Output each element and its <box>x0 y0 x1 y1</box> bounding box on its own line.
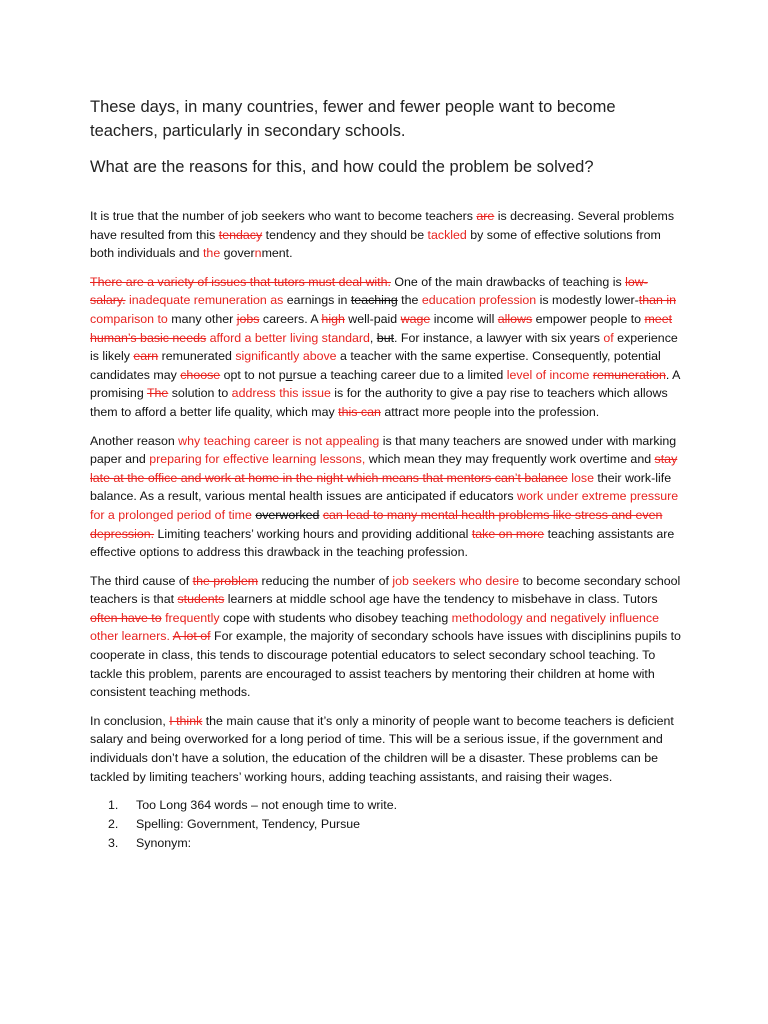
correction-delete: jobs <box>236 311 260 326</box>
struck-text: teaching <box>350 293 398 308</box>
text-run: well-paid <box>344 311 401 326</box>
essay-body <box>90 207 682 853</box>
text-run: empower people to <box>532 311 645 326</box>
text-run: Limiting teachers’ working hours and providing additional <box>154 526 472 541</box>
correction-insert: tackled <box>427 227 467 242</box>
correction-delete: meet human’s basic needs <box>90 311 673 345</box>
text-run: It is true that the number of job seekers who want to become teachers <box>90 209 477 223</box>
text-run: remunerated <box>158 349 236 364</box>
correction-insert: education profession <box>421 293 537 308</box>
struck-text: but <box>376 330 395 345</box>
correction-delete: this can <box>338 404 381 419</box>
text-run: careers. A <box>259 311 322 326</box>
essay-question: What are the reasons for this, and how could the problem be solved? <box>90 158 594 176</box>
correction-delete: I think <box>169 713 203 728</box>
text-run: many other <box>167 311 237 326</box>
correction-delete: A lot of <box>172 629 211 644</box>
text-run: by some of effective solutions from both individuals and <box>90 227 661 261</box>
note-number: 1. <box>108 798 119 813</box>
paragraph-body-1 <box>90 273 682 422</box>
correction-delete: high <box>321 311 345 326</box>
text-run: One of the main drawbacks of teaching is <box>390 274 626 289</box>
paragraph-conclusion <box>90 712 682 786</box>
correction-insert: of <box>603 330 614 345</box>
correction-delete: often have to <box>90 610 162 625</box>
correction-insert: n <box>254 246 262 261</box>
correction-insert: why teaching career is not appealing <box>178 433 380 448</box>
correction-delete: tendacy <box>218 227 263 242</box>
correction-insert: afford a better living standard <box>209 330 370 345</box>
correction-insert: address this issue <box>231 386 331 401</box>
correction-delete: can lead to many mental health problems like stress and even depression. <box>90 507 663 541</box>
text-run: the main cause that it’s only a minority of people want to become teachers is deficient salary and being overworked for a long period of time. This will be a serious issue, if the government and individuals don’t have a solution, the education of the children will be a disaster. These problems can be tackled by limiting teachers’ working hours, adding teaching assistants, and raising their wages. <box>90 713 674 784</box>
text-run: is that many teachers are snowed under with marking paper and <box>90 433 677 467</box>
text-run: earnings in <box>283 293 351 308</box>
text-run: a teacher with the same expertise. Consequently, potential candidates may <box>90 349 661 382</box>
text-run: cope with students who disobey teaching <box>219 610 452 625</box>
note-text: Spelling: Government, Tendency, Pursue <box>136 817 361 832</box>
essay-prompt: These days, in many countries, fewer and fewer people want to become teachers, particularly in secondary schools. <box>90 98 616 140</box>
correction-delete: students <box>177 592 225 607</box>
correction-insert: methodology and negatively influence other learners. <box>90 610 659 644</box>
text-run: attract more people into the profession. <box>380 404 600 419</box>
text-run: opt to not p <box>220 367 286 382</box>
feedback-note <box>108 796 682 815</box>
text-run: The third cause of <box>90 573 193 588</box>
text-run: to become secondary school teachers is that <box>90 573 681 607</box>
struck-text: overworked <box>255 507 320 522</box>
text-run: teaching assistants are effective options to address this drawback in the teaching profession. <box>90 526 675 560</box>
correction-insert: the <box>202 246 221 261</box>
correction-insert: level of income <box>506 367 590 382</box>
correction-insert: inadequate remuneration as <box>129 293 284 308</box>
correction-insert: frequently <box>165 610 220 625</box>
text-run: their work-life balance. As a result, various mental health issues are anticipated if educators <box>90 470 672 504</box>
text-run: is for the authority to give a pay rise to teachers which allows them to afford a better life quality, which may <box>90 386 668 419</box>
note-number: 3. <box>108 836 119 851</box>
text-run: income will <box>430 311 498 326</box>
correction-insert: work under extreme pressure for a prolonged period of time <box>90 489 679 522</box>
text-run: gover <box>220 246 255 261</box>
text-run: ment. <box>261 246 293 261</box>
correction-delete: choose <box>180 367 221 382</box>
paragraph-body-3 <box>90 572 682 702</box>
text-run: , <box>369 330 377 345</box>
feedback-notes-list <box>90 796 682 853</box>
correction-insert: comparison to <box>90 311 168 326</box>
correction-insert: preparing for effective learning lessons, <box>149 452 366 467</box>
underlined-text: u <box>285 367 293 382</box>
text-run: . For instance, a lawyer with six years <box>394 330 604 345</box>
note-number: 2. <box>108 817 119 832</box>
correction-delete: the problem <box>192 573 259 588</box>
paragraph-body-2 <box>90 432 682 562</box>
note-text: Too Long 364 words – not enough time to write. <box>136 798 398 813</box>
correction-delete: low-salary. <box>90 274 648 308</box>
correction-delete: There are a variety of issues that tutors must deal with. <box>90 274 391 289</box>
text-run: learners at middle school age have the tendency to misbehave in class. Tutors <box>224 592 658 607</box>
correction-insert: job seekers who desire <box>392 573 520 588</box>
correction-insert: significantly above <box>235 349 337 364</box>
correction-delete: than in <box>638 293 676 308</box>
feedback-note <box>108 815 682 834</box>
correction-delete: are <box>476 209 495 223</box>
text-run: For example, the majority of secondary schools have issues with disciplinins pupils to cooperate in class, this tends to discourage potential educators to select secondary school teaching. To tackle this problem, parents are encouraged to assist teachers by mentoring their children at home with consistent teaching methods. <box>90 629 681 700</box>
text-run: tendency and they should be <box>262 227 428 242</box>
correction-delete: wage <box>400 311 431 326</box>
correction-delete: stay late at the office and work at home in the night which means that mentors can’t balance <box>90 452 678 485</box>
text-run: . A promising <box>90 367 680 401</box>
text-run: In conclusion, <box>90 713 170 728</box>
correction-insert: lose <box>571 470 594 485</box>
text-run: which mean they may frequently work overtime and <box>365 452 655 467</box>
correction-delete: allows <box>497 311 533 326</box>
text-run: rsue a teaching career due to a limited <box>292 367 507 382</box>
text-run: solution to <box>168 386 232 401</box>
correction-delete: The <box>146 386 169 401</box>
correction-delete: remuneration <box>592 367 666 382</box>
text-run: is decreasing. Several problems have resulted from this <box>90 209 675 242</box>
paragraph-introduction <box>90 207 682 263</box>
text-run: is modestly lower- <box>536 293 639 308</box>
feedback-note <box>108 834 682 853</box>
text-run: Another reason <box>90 433 179 448</box>
text-run: experience is likely <box>90 330 678 364</box>
text-run: reducing the number of <box>258 573 393 588</box>
text-run: the <box>397 293 422 308</box>
correction-delete: take on more <box>471 526 545 541</box>
correction-delete: earn <box>133 349 159 364</box>
note-text: Synonym: <box>136 836 192 851</box>
